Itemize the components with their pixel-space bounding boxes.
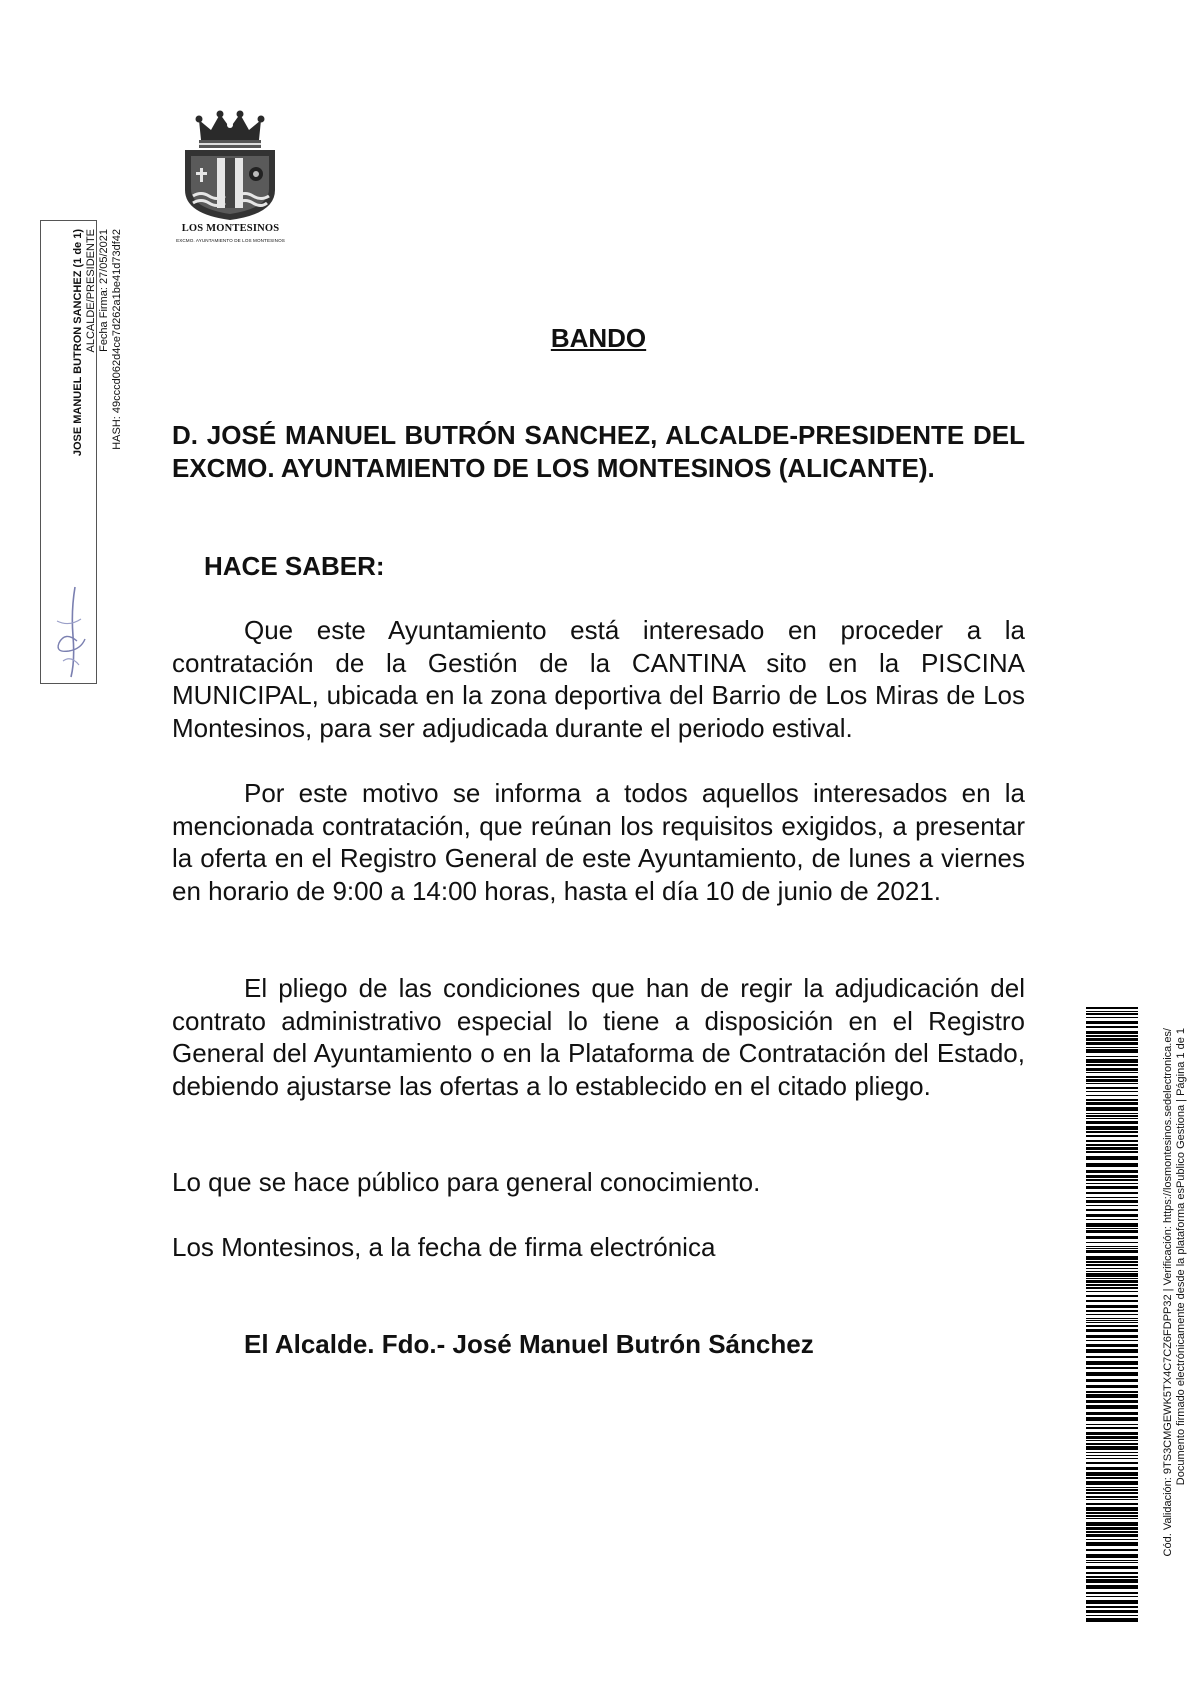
signature-box xyxy=(40,220,123,684)
municipal-crest-logo xyxy=(163,110,298,243)
crest-shield-icon xyxy=(163,110,298,222)
signoff-line: El Alcalde. Fdo.- José Manuel Butrón Sánchez xyxy=(244,1329,814,1359)
logo-name: LOS MONTESINOS xyxy=(181,223,280,234)
handwritten-signature-icon xyxy=(51,581,91,681)
logo-subtitle: EXCMO. AYUNTAMIENTO DE LOS MONTESINOS xyxy=(176,238,285,243)
document-heading: D. JOSÉ MANUEL BUTRÓN SANCHEZ, ALCALDE-PRESIDENTE DEL EXCMO. AYUNTAMIENTO DE LOS MONTESINOS (ALICANTE). xyxy=(172,420,1025,483)
paragraph: Por este motivo se informa a todos aquellos interesados en la mencionada contratación, que reúnan los requisitos exigidos, a presentar la oferta en el Registro General de este Ayuntamiento, de lunes a viernes en horario de 9:00 a 14:00 horas, hasta el día 10 de junio de 2021. xyxy=(172,778,1025,906)
signer-role: ALCALDE/PRESIDENTE xyxy=(85,229,97,353)
signer-name: JOSE MANUEL BUTRON SANCHEZ (1 de 1) xyxy=(72,229,84,457)
signature-hash: HASH: 49cccd062d4ce7d262a1be41d73df42 xyxy=(111,229,123,450)
validation-platform-line: Documento firmado electrónicamente desde la plataforma esPublico Gestiona | Página 1 de 1 xyxy=(1175,1028,1187,1486)
closing-line: Lo que se hace público para general conocimiento. xyxy=(172,1167,761,1197)
signature-text xyxy=(72,229,124,529)
validation-code-line: Cód. Validación: 9TS3CMGEWK5TX4C7CZ6FDPP32 | Verificación: https://losmontesinos.sedelectronica.es/ xyxy=(1162,1028,1174,1557)
paragraph: El pliego de las condiciones que han de regir la adjudicación del contrato administrativo especial lo tiene a disposición en el Registro General del Ayuntamiento o en la Plataforma de Contratación del Estado, debiendo ajustarse las ofertas a lo establecido en el citado pliego. xyxy=(172,973,1025,1101)
validation-note xyxy=(1162,1028,1188,1628)
place-date-line: Los Montesinos, a la fecha de firma electrónica xyxy=(172,1232,716,1262)
document-title: BANDO xyxy=(550,323,647,353)
validation-barcode xyxy=(1086,1007,1138,1627)
hace-saber-label: HACE SABER: xyxy=(204,551,385,581)
paragraph: Que este Ayuntamiento está interesado en proceder a la contratación de la Gestión de la CANTINA sito en la PISCINA MUNICIPAL, ubicada en la zona deportiva del Barrio de Los Miras de Los Montesinos, para ser adjudicada durante el periodo estival. xyxy=(172,615,1025,743)
signature-date: Fecha Firma: 27/05/2021 xyxy=(98,229,110,352)
